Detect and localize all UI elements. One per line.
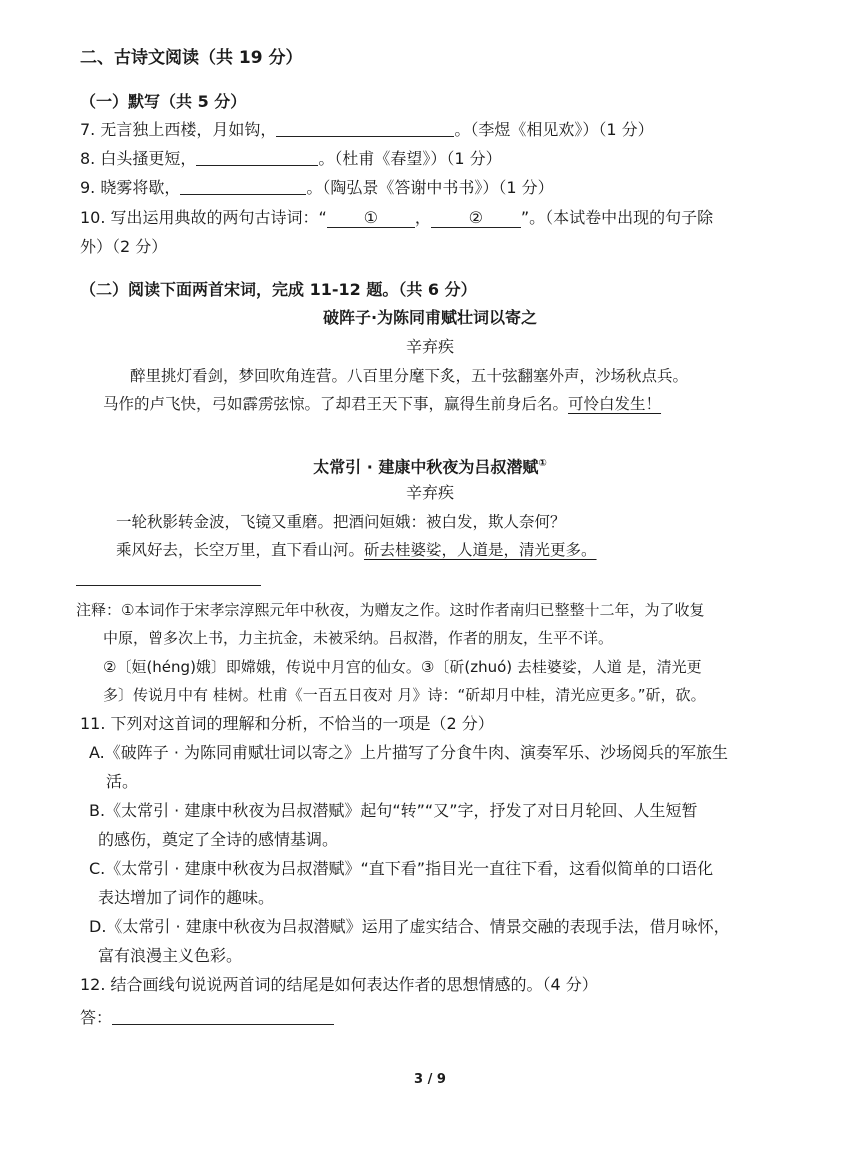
poem2-underlined-line: 斫去桂婆娑，人道是，清光更多。 bbox=[364, 541, 597, 559]
poem2-line2 bbox=[116, 538, 597, 562]
q8-suffix: 。（杜甫《春望》）（1 分） bbox=[318, 149, 502, 168]
q11-option-c[interactable]: C.《太常引 · 建康中秋夜为吕叔潜赋》“直下看”指目光一直往下看，这看似简单的口语化 bbox=[89, 859, 714, 878]
q11-option-a-cont: 活。 bbox=[106, 772, 139, 791]
poem1-underlined-line: 可怜白发生！ bbox=[568, 395, 662, 413]
q9-answer-blank[interactable] bbox=[180, 176, 306, 195]
poem1-author: 辛弃疾 bbox=[405, 337, 454, 356]
poem1-line2 bbox=[103, 392, 661, 416]
q8-answer-blank[interactable] bbox=[196, 147, 318, 166]
q12-stem: 12. 结合画线句说说两首词的结尾是如何表达作者的思想情感的。（4 分） bbox=[80, 975, 598, 994]
q12-answer bbox=[80, 1006, 334, 1030]
q10-comma: ， bbox=[414, 208, 431, 227]
question-7 bbox=[80, 118, 654, 142]
q7-prefix: 7. 无言独上西楼，月如钩， bbox=[80, 120, 277, 139]
q10-suffix: ”。（本试卷中出现的句子除 bbox=[520, 208, 714, 227]
poem2-title bbox=[0, 452, 860, 479]
q9-prefix: 9. 晓雾将歇， bbox=[80, 178, 181, 197]
q7-suffix: 。（李煜《相见欢》）（1 分） bbox=[454, 120, 654, 139]
poem2-line2-text: 乘风好去，长空万里，直下看山河。 bbox=[116, 541, 365, 559]
q9-suffix: 。（陶弘景《答谢中书书》）（1 分） bbox=[306, 178, 554, 197]
poem1-line1: 醉里挑灯看剑，梦回吹角连营。八百里分麾下炙，五十弦翻塞外声，沙场秋点兵。 bbox=[130, 367, 689, 385]
question-9 bbox=[80, 176, 554, 200]
notes-line4: 多〕传说月中有 桂树。杜甫《一百五日夜对 月》诗：“斫却月中桂，清光应更多。”斫，砍。 bbox=[103, 686, 706, 704]
q12-answer-blank[interactable] bbox=[112, 1006, 334, 1025]
poem2-author: 辛弃疾 bbox=[405, 483, 454, 502]
notes-line3: ②〔姮(héng)娥〕即嫦娥，传说中月宫的仙女。③〔斫(zhuó) 去桂婆娑，人道 是，清光更 bbox=[103, 658, 702, 676]
poem2-title-text: 太常引 · 建康中秋夜为吕叔潜赋 bbox=[313, 457, 539, 477]
notes-divider bbox=[76, 585, 261, 586]
poem1-title: 破阵子·为陈同甫赋壮词以寄之 bbox=[322, 308, 538, 327]
section-title: 二、古诗文阅读（共 19 分） bbox=[80, 48, 303, 68]
notes-line2: 中原，曾多次上书，力主抗金，未被采纳。吕叔潜，作者的朋友，生平不详。 bbox=[103, 629, 614, 647]
q10-line2: 外）（2 分） bbox=[80, 237, 168, 256]
q10-prefix: 10. 写出运用典故的两句古诗词：“ bbox=[80, 208, 327, 227]
question-8 bbox=[80, 147, 502, 171]
question-10 bbox=[80, 206, 713, 230]
page-number: 3 / 9 bbox=[414, 1072, 446, 1087]
q12-answer-label: 答： bbox=[80, 1008, 113, 1027]
poem2-footnote-mark: ① bbox=[538, 458, 547, 469]
q11-option-b-cont: 的感伤，奠定了全诗的感情基调。 bbox=[98, 830, 339, 849]
q10-blank-2[interactable]: ② bbox=[431, 209, 521, 228]
poem2-line1: 一轮秋影转金波，飞镜又重磨。把酒问姮娥：被白发，欺人奈何？ bbox=[116, 513, 566, 531]
notes-line1: 注释：①本词作于宋孝宗淳熙元年中秋夜，为赠友之作。这时作者南归已整整十二年，为了收复 bbox=[76, 601, 705, 619]
q8-prefix: 8. 白头搔更短， bbox=[80, 149, 197, 168]
q7-answer-blank[interactable] bbox=[276, 118, 454, 137]
q11-option-d[interactable]: D.《太常引 · 建康中秋夜为吕叔潜赋》运用了虚实结合、情景交融的表现手法，借月咏怀， bbox=[89, 917, 730, 936]
part1-heading: （一）默写（共 5 分） bbox=[80, 92, 247, 111]
poem1-line2-text: 马作的卢飞快，弓如霹雳弦惊。了却君王天下事，赢得生前身后名。 bbox=[103, 395, 569, 413]
q11-option-b[interactable]: B.《太常引 · 建康中秋夜为吕叔潜赋》起句“转”“又”字，抒发了对日月轮回、人生短暂 bbox=[89, 801, 698, 820]
q11-option-d-cont: 富有浪漫主义色彩。 bbox=[98, 946, 243, 965]
part2-heading: （二）阅读下面两首宋词，完成 11-12 题。（共 6 分） bbox=[80, 280, 477, 299]
q11-option-a[interactable]: A.《破阵子 · 为陈同甫赋壮词以寄之》上片描写了分食牛肉、演奏军乐、沙场阅兵的军旅生 bbox=[89, 743, 729, 762]
q11-stem: 11. 下列对这首词的理解和分析，不恰当的一项是（2 分） bbox=[80, 714, 494, 733]
q10-blank-1[interactable]: ① bbox=[327, 209, 415, 228]
q11-option-c-cont: 表达增加了词作的趣味。 bbox=[98, 888, 275, 907]
